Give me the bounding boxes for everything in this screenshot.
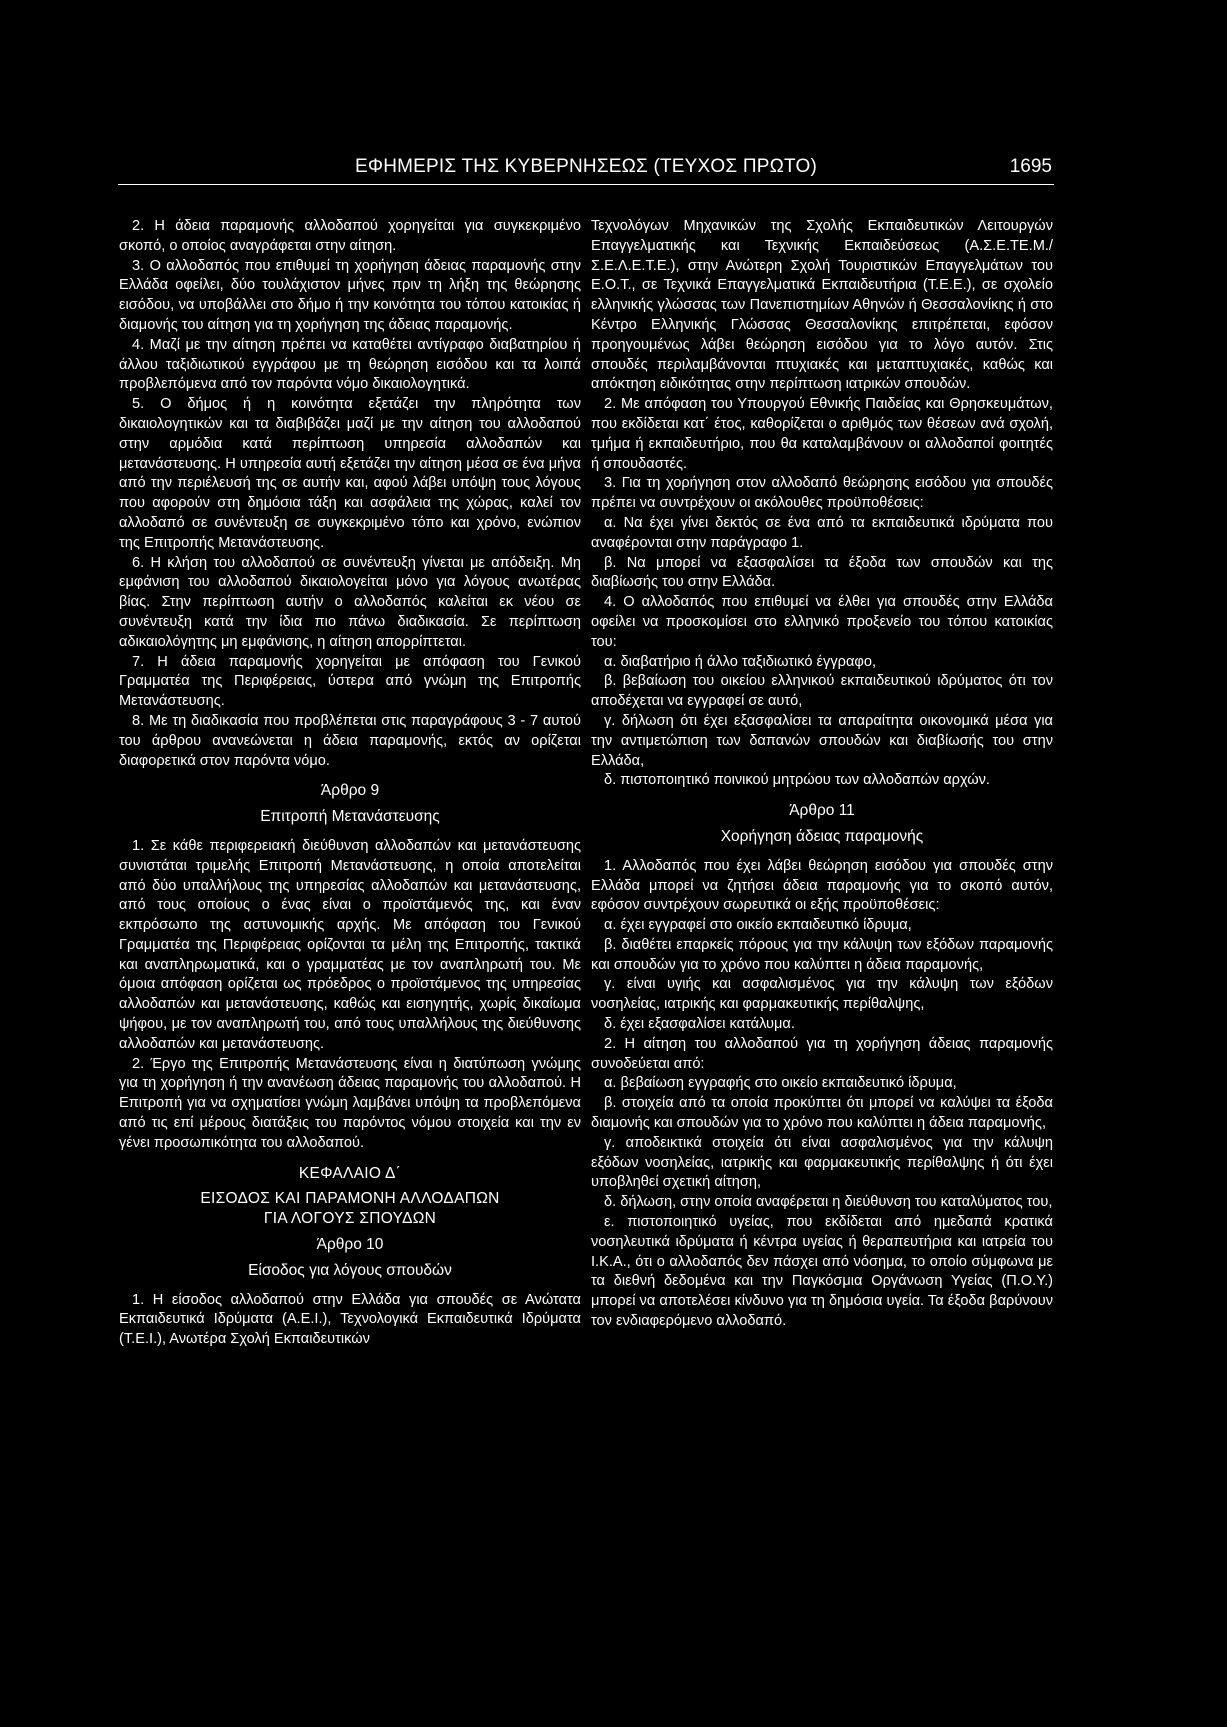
list-item: δ. έχει εξασφαλίσει κατάλυμα. (604, 1016, 795, 1033)
article-11-title: Άρθρο 11 (789, 802, 855, 820)
article-10-title: Άρθρο 10 (316, 1236, 384, 1254)
list-item: α. έχει εγγραφεί στο οικείο εκπαιδευτικό ίδρυμα, (604, 917, 912, 934)
chapter-heading-line-2: ΓΙΑ ΛΟΓΟΥΣ ΣΠΟΥΔΩΝ (263, 1210, 437, 1228)
list-item: α. βεβαίωση εγγραφής στο οικείο εκπαιδευτικό ίδρυμα, (604, 1075, 957, 1092)
article-10-subtitle: Είσοδος για λόγους σπουδών (248, 1261, 452, 1279)
list-item: δ. δήλωση, στην οποία αναφέρεται η διεύθυνση του καταλύματος του, (604, 1194, 1053, 1211)
right-column (591, 217, 1053, 1332)
paragraph: 8. Με τη διαδικασία που προβλέπεται στις παραγράφους 3 - 7 αυτού του άρθρου ανανεώνεται η άδεια παραμονής, εκτός αν ορίζεται διαφορετικά στον παρόντα νόμο. (119, 712, 581, 769)
paragraph: 4. Μαζί με την αίτηση πρέπει να καταθέτει αντίγραφο διαβατηρίου ή άλλου ταξιδιωτικού εγγράφου με τη θεώρηση εισόδου και τα λοιπά προβλεπόμενα από τον παρόντα νόμο δικαιολογητικά. (119, 336, 581, 393)
list-item: α. διαβατήριο ή άλλο ταξιδιωτικό έγγραφο, (604, 653, 877, 670)
list-item: β. βεβαίωση του οικείου ελληνικού εκπαιδευτικού ιδρύματος ότι τον αποδέχεται να εγγραφεί σε αυτό, (591, 673, 1053, 710)
list-item: γ. αποδεικτικά στοιχεία ότι είναι ασφαλισμένος για την κάλυψη εξόδων νοσηλείας, ιατρικής και φαρμακευτικής περίθαλψης ή ότι έχει υποβληθεί σχετική αίτηση, (591, 1134, 1053, 1191)
page-header (118, 156, 1054, 185)
chapter-title: ΚΕΦΑΛΑΙΟ Δ΄ (298, 1164, 402, 1182)
paragraph: 6. Η κλήση του αλλοδαπού σε συνέντευξη γίνεται με απόδειξη. Μη εμφάνιση του αλλοδαπού δικαιολογείται μόνο για λόγους ανωτέρας βίας. Στην περίπτωση αυτήν ο αλλοδαπός καλείται εκ νέου σε συνέντευξη κατά την ίδια πιο πάνω διαδικασία. Σε περίπτωση αδικαιολόγητης μη εμφάνισης, η αίτηση απορρίπτεται. (119, 554, 581, 650)
list-item: ε. πιστοποιητικό υγείας, που εκδίδεται από ημεδαπά κρατικά νοσηλευτικά ιδρύματα ή κέντρα υγείας ή θεραπευτήρια και ιατρεία του Ι.Κ.Α., ότι ο αλλοδαπός δεν πάσχει από νόσημα, το οποίο σύμφωνα με τα διεθνή δεδομένα και την Παγκόσμια Οργάνωση Υγείας (Π.Ο.Υ.) μπορεί να αποτελέσει κίνδυνο για τη δημόσια υγεία. Τα έξοδα βαρύνουν τον ενδιαφερόμενο αλλοδαπό. (591, 1214, 1053, 1330)
paragraph: 7. Η άδεια παραμονής χορηγείται με απόφαση του Γενικού Γραμματέα της Περιφέρειας, ύστερα από γνώμη της Επιτροπής Μετανάστευσης. (119, 653, 581, 710)
paragraph: 2. Η αίτηση του αλλοδαπού για τη χορήγηση άδειας παραμονής συνοδεύεται από: (591, 1035, 1053, 1072)
list-item: α. Να έχει γίνει δεκτός σε ένα από τα εκπαιδευτικά ιδρύματα που αναφέρονται στην παράγραφο 1. (591, 514, 1053, 551)
list-item: β. Να μπορεί να εξασφαλίσει τα έξοδα των σπουδών και της διαβίωσής του στην Ελλάδα. (591, 554, 1053, 591)
paragraph: 1. Σε κάθε περιφερειακή διεύθυνση αλλοδαπών και μετανάστευσης συνιστάται τριμελής Επιτροπή Μετανάστευσης, η οποία αποτελείται από δύο υπαλλήλους της υπηρεσίας αλλοδαπών και μετανάστευσης, από τους οποίους ο ένας είναι ο προϊστάμενός της, και έναν εκπρόσωπο της αστυνομικής αρχής. Με απόφαση του Γενικού Γραμματέα της Περιφέρειας ορίζονται τα μέλη της Επιτροπής, τακτικά και αναπληρωματικά, και ο γραμματέας με τον αναπληρωτή του. Με όμοια απόφαση ορίζεται ως πρόεδρος ο προϊστάμενος της υπηρεσίας αλλοδαπών και μετανάστευσης, καθώς και εισηγητής, χωρίς δικαίωμα ψήφου, με τον αναπληρωτή του, από τους υπαλλήλους της διεύθυνσης αλλοδαπών και μετανάστευσης. (119, 837, 581, 1052)
list-item: γ. δήλωση ότι έχει εξασφαλίσει τα απαραίτητα οικονομικά μέσα για την αντιμετώπιση των δαπανών σπουδών και διαβίωσής του στην Ελλάδα, (591, 712, 1053, 769)
paragraph: 2. Έργο της Επιτροπής Μετανάστευσης είναι η διατύπωση γνώμης για τη χορήγηση ή την ανανέωση άδειας παραμονής του αλλοδαπού. Η Επιτροπή για να σχηματίσει γνώμη λαμβάνει υπόψη τα προβλεπόμενα από τις επί μέρους διατάξεις του παρόντος νόμου στοιχεία και την εν γένει προσωπικότητα του αλλοδαπού. (119, 1055, 581, 1151)
chapter-heading-line-1: ΕΙΣΟΔΟΣ ΚΑΙ ΠΑΡΑΜΟΝΗ ΑΛΛΟΔΑΠΩΝ (200, 1190, 500, 1208)
paragraph: 3. Για τη χορήγηση στον αλλοδαπό θεώρησης εισόδου για σπουδές πρέπει να συντρέχουν οι ακόλουθες προϋποθέσεις: (591, 475, 1053, 512)
page-number: 1695 (1009, 156, 1052, 177)
paragraph: 4. Ο αλλοδαπός που επιθυμεί να έλθει για σπουδές στην Ελλάδα οφείλει να προσκομίσει στο ελληνικό προξενείο του τόπου κατοικίας του: (591, 594, 1053, 650)
left-column (119, 217, 581, 1350)
paragraph: 1. Η είσοδος αλλοδαπού στην Ελλάδα για σπουδές σε Ανώτατα Εκπαιδευτικά Ιδρύματα (Α.Ε.Ι.), Τεχνολογικά Εκπαιδευτικά Ιδρύματα (Τ.Ε.Ι.), Ανωτέρα Σχολή Εκπαιδευτικών (119, 1291, 581, 1348)
list-item: γ. είναι υγιής και ασφαλισμένος για την κάλυψη των εξόδων νοσηλείας, ιατρικής και φαρμακευτικής περίθαλψης, (591, 976, 1053, 1013)
paragraph: 3. Ο αλλοδαπός που επιθυμεί τη χορήγηση άδειας παραμονής στην Ελλάδα οφείλει, δύο τουλάχιστον μήνες πριν τη λήξη της θεώρησης εισόδου, να υποβάλλει στο δήμο ή την κοινότητα του τόπου κατοικίας ή διαμονής του αίτηση για τη χορήγηση της άδειας παραμονής. (119, 257, 581, 333)
list-item: β. στοιχεία από τα οποία προκύπτει ότι μπορεί να καλύψει τα έξοδα διαμονής και σπουδών για το χρόνο που καλύπτει η άδεια παραμονής, (591, 1095, 1053, 1132)
article-9-title: Άρθρο 9 (320, 782, 380, 800)
list-item: β. διαθέτει επαρκείς πόρους για την κάλυψη των εξόδων παραμονής και σπουδών για το χρόνο που καλύπτει η άδεια παραμονής, (591, 936, 1053, 973)
paragraph: 2. Η άδεια παραμονής αλλοδαπού χορηγείται για συγκεκριμένο σκοπό, ο οποίος αναγράφεται στην αίτηση. (119, 218, 581, 254)
paragraph-continuation: Τεχνολόγων Μηχανικών της Σχολής Εκπαιδευτικών Λειτουργών Επαγγελματικής και Τεχνικής Εκπαιδεύσεως (Α.Σ.Ε.ΤΕ.Μ./Σ.Ε.Λ.Ε.Τ.Ε.), στην Ανώτερη Σχολή Τουριστικών Επαγγελμάτων του Ε.Ο.Τ., σε Τεχνικά Επαγγελματικά Εκπαιδευτήρια (Τ.Ε.Ε.), σε σχολείο ελληνικής γλώσσας των Πανεπιστημίων Αθηνών ή Θεσσαλονίκης ή στο Κέντρο Ελληνικής Γλώσσας Θεσσαλονίκης επιτρέπεται, εφόσον προηγουμένως λάβει θεώρηση εισόδου για το λόγο αυτόν. Στις σπουδές περιλαμβάνονται πτυχιακές και μεταπτυχιακές, καθώς και απόκτηση ειδικότητας στην περίπτωση ιατρικών σπουδών. (591, 218, 1053, 393)
list-item: δ. πιστοποιητικό ποινικού μητρώου των αλλοδαπών αρχών. (604, 772, 990, 789)
paragraph: 2. Με απόφαση του Υπουργού Εθνικής Παιδείας και Θρησκευμάτων, που εκδίδεται κατ΄ έτος, καθορίζεται ο αριθμός των θέσεων ανά σχολή, τμήμα ή εκπαιδευτήριο, που θα καταλαμβάνουν οι αλλοδαποί φοιτητές ή σπουδαστές. (591, 396, 1053, 472)
gazette-title: ΕΦΗΜΕΡΙΣ ΤΗΣ ΚΥΒΕΡΝΗΣΕΩΣ (ΤΕΥΧΟΣ ΠΡΩΤΟ) (354, 156, 817, 177)
paragraph: 1. Αλλοδαπός που έχει λάβει θεώρηση εισόδου για σπουδές στην Ελλάδα μπορεί να ζητήσει άδεια παραμονής για το σκοπό αυτόν, εφόσον συντρέχουν σωρευτικά οι εξής προϋποθέσεις: (591, 857, 1053, 914)
article-11-subtitle: Χορήγηση άδειας παραμονής (720, 827, 924, 845)
article-9-subtitle: Επιτροπή Μετανάστευσης (260, 808, 440, 826)
paragraph: 5. Ο δήμος ή η κοινότητα εξετάζει την πληρότητα των δικαιολογητικών και τα διαβιβάζει μαζί με την αίτηση του αλλοδαπού στην αρμόδια κατά περίπτωση υπηρεσία αλλοδαπών και μετανάστευσης. Η υπηρεσία αυτή εξετάζει την αίτηση μέσα σε ένα μήνα από την περιέλευσή της σε αυτήν και, αφού λάβει υπόψη τους λόγους που αφορούν στη δημόσια τάξη και ασφάλεια της χώρας, καλεί τον αλλοδαπό σε συνέντευξη σε συγκεκριμένο τόπο και χρόνο, ενώπιον της Επιτροπής Μετανάστευσης. (119, 396, 581, 551)
